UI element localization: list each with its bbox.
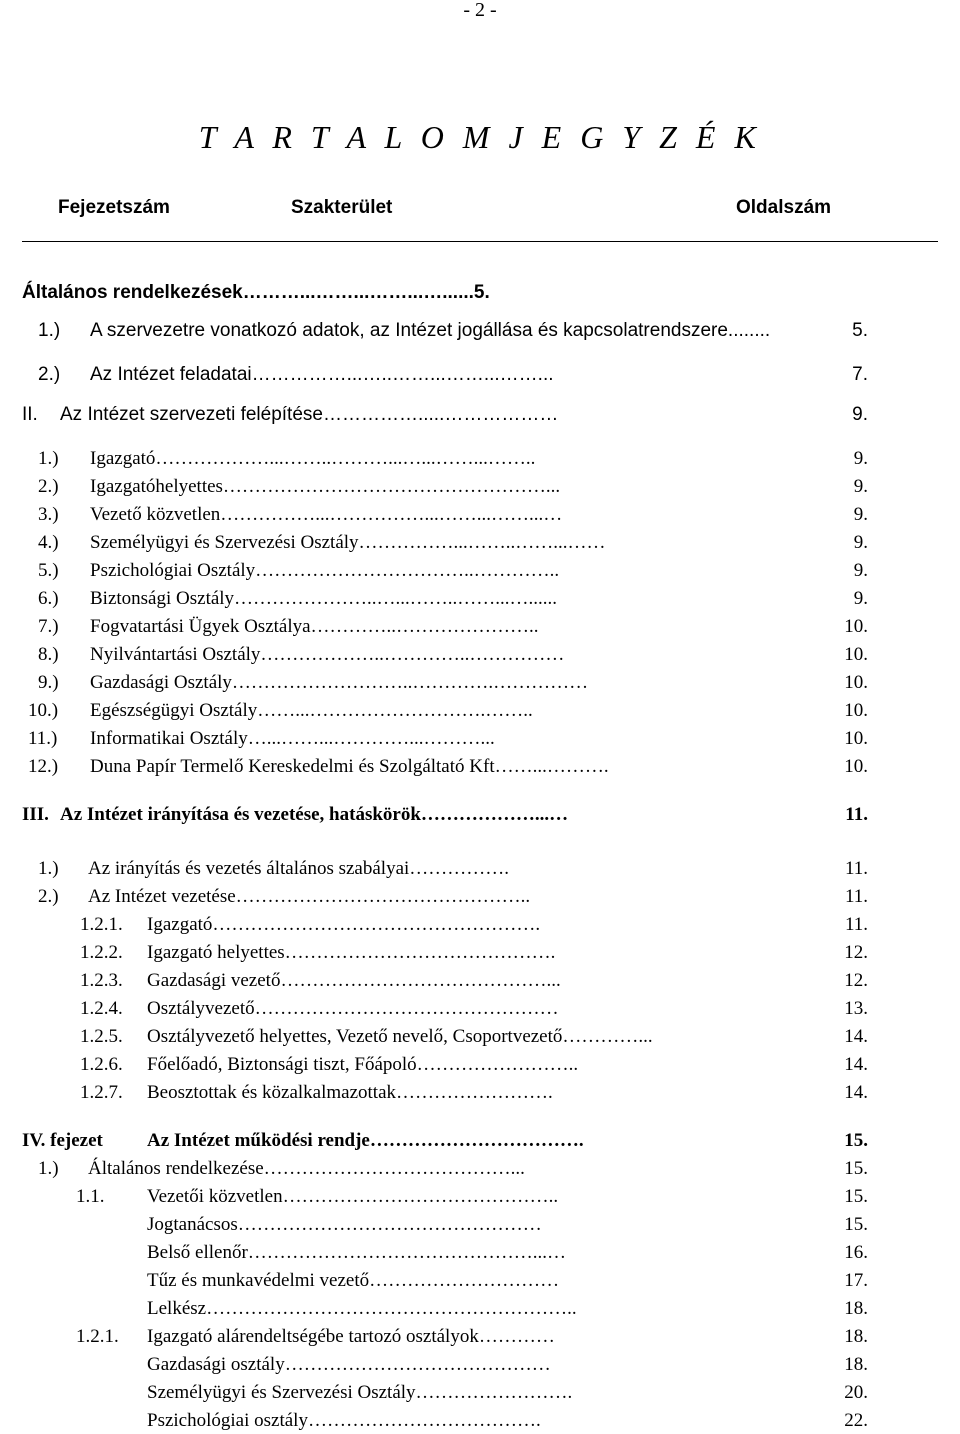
toc-entry-number: 1.2.6. <box>80 1054 123 1075</box>
toc-entry-number: 1.2.7. <box>80 1082 123 1103</box>
toc-entry-title: Osztályvezető helyettes, Vezető nevelő, Csoportvezető…………... <box>147 1026 653 1047</box>
toc-entry-number: IV. fejezet <box>22 1130 103 1151</box>
toc-entry <box>0 754 868 780</box>
toc-entry <box>0 402 868 428</box>
toc-entry-title: Belső ellenőr………………………………………...… <box>147 1242 567 1263</box>
toc-entry-title: Tűz és munkavédelmi vezető………………………… <box>147 1270 560 1291</box>
toc-entry-title: Duna Papír Termelő Kereskedelmi és Szolgáltató Kft……...………. <box>90 756 609 777</box>
page-number: - 2 - <box>463 0 497 21</box>
toc-entry-page: 9. <box>853 588 868 609</box>
toc-entry-title: Gazdasági osztály…………………………………… <box>147 1354 551 1375</box>
toc-entry <box>0 1408 868 1434</box>
toc-entry-page: 10. <box>844 672 868 693</box>
toc-entry <box>0 502 868 528</box>
toc-entry <box>0 1268 868 1294</box>
toc-entry-page: 12. <box>844 970 868 991</box>
toc-entry <box>0 1296 868 1322</box>
toc-entry <box>0 558 868 584</box>
toc-entry <box>0 698 868 724</box>
toc-entry-page: 15. <box>844 1130 868 1151</box>
toc-entry-page: 9. <box>853 504 868 525</box>
toc-entry-page: 14. <box>844 1054 868 1075</box>
toc-entry <box>0 614 868 640</box>
toc-entry-number: 5.) <box>38 560 59 581</box>
toc-entry-title: Az Intézet működési rendje……………………………. <box>147 1130 584 1151</box>
toc-entry-page: 12. <box>844 942 868 963</box>
toc-entry-number: 12.) <box>28 756 59 777</box>
toc-entry-title: Személyügyi és Szervezési Osztály……………………. <box>147 1382 573 1403</box>
toc-entry-number: 1.) <box>38 448 59 469</box>
toc-entry-title: Lelkész………………………………………………….. <box>147 1298 577 1319</box>
toc-entry-number: 6.) <box>38 588 59 609</box>
toc-entry-page: 18. <box>844 1326 868 1347</box>
toc-entry-page: 7. <box>852 364 868 385</box>
toc-entry-number: 2.) <box>38 476 59 497</box>
toc-entry-page: 9. <box>853 448 868 469</box>
toc-entry-page: 10. <box>844 700 868 721</box>
toc-entry-number: 1.) <box>38 1158 59 1179</box>
toc-entry <box>0 530 868 556</box>
toc-entry-number: III. <box>22 804 49 825</box>
toc-entry-title: Az irányítás és vezetés általános szabályai……………. <box>88 858 510 879</box>
toc-entry-title: Nyilvántartási Osztály………………..…………..…………… <box>90 644 565 665</box>
toc-entry <box>0 670 868 696</box>
toc-entry-number: 1.2.4. <box>80 998 123 1019</box>
toc-entry <box>0 996 868 1022</box>
toc-entry-number: 1.) <box>38 858 59 879</box>
toc-entry <box>0 1024 868 1050</box>
toc-entry-page: 11. <box>844 886 868 907</box>
toc-entry-page: 22. <box>844 1410 868 1431</box>
toc-entry-title: Biztonsági Osztály…………………..…...……..……...…...... <box>90 588 558 609</box>
toc-entry-page: 18. <box>844 1298 868 1319</box>
toc-entry-page: 11. <box>844 914 868 935</box>
toc-entry <box>0 318 868 344</box>
toc-entry-number: 7.) <box>38 616 59 637</box>
toc-entry-page: 18. <box>844 1354 868 1375</box>
toc-entry-number: 1.) <box>38 320 61 341</box>
toc-entry-title: Általános rendelkezések………...……...……...…......5. <box>22 282 490 303</box>
toc-entry-title: Személyügyi és Szervezési Osztály……………...……..……...…… <box>90 532 606 553</box>
toc-entry-number: 3.) <box>38 504 59 525</box>
toc-entry <box>0 362 868 388</box>
toc-entry-number: 1.2.1. <box>80 914 123 935</box>
header-subject-area: Szakterület <box>291 197 393 218</box>
header-divider <box>22 241 938 242</box>
toc-entry <box>0 280 868 306</box>
toc-entry-page: 10. <box>844 756 868 777</box>
toc-entry <box>0 1052 868 1078</box>
toc-entry <box>0 884 868 910</box>
toc-entry-page: 20. <box>844 1382 868 1403</box>
toc-entry-number: 1.2.3. <box>80 970 123 991</box>
toc-entry-page: 17. <box>844 1270 868 1291</box>
toc-entry <box>0 802 868 828</box>
toc-entry-number: 2.) <box>38 364 61 385</box>
toc-entry <box>0 968 868 994</box>
toc-entry <box>0 1128 868 1154</box>
toc-entry-title: Pszichológiai Osztály……………………………..………….. <box>90 560 560 581</box>
toc-entry-number: 1.2.1. <box>76 1326 119 1347</box>
toc-entry-title: Igazgató helyettes……………………………………. <box>147 942 556 963</box>
toc-entry-page: 10. <box>844 728 868 749</box>
toc-entry-title: Pszichológiai osztály………………………………. <box>147 1410 541 1431</box>
toc-entry-page: 14. <box>844 1026 868 1047</box>
toc-entry <box>0 446 868 472</box>
toc-entry-page: 10. <box>844 616 868 637</box>
toc-entry-title: Gazdasági vezető……………………………………... <box>147 970 561 991</box>
toc-entry-page: 11. <box>845 804 868 825</box>
toc-entry-number: 11.) <box>28 728 58 749</box>
toc-entry-page: 9. <box>853 532 868 553</box>
toc-entry <box>0 726 868 752</box>
toc-entry-title: Vezetői közvetlen…………………………………….. <box>147 1186 559 1207</box>
toc-entry <box>0 1240 868 1266</box>
toc-entry-title: Igazgató……………………………………………. <box>147 914 541 935</box>
toc-entry-page: 14. <box>844 1082 868 1103</box>
toc-entry-title: Az Intézet vezetése……………………………………….. <box>88 886 531 907</box>
toc-entry-title: Fogvatartási Ügyek Osztálya…………..………………….. <box>90 616 539 637</box>
toc-entry-number: 8.) <box>38 644 59 665</box>
toc-entry-title: Igazgató………………...……..………...…...……...…….. <box>90 448 536 469</box>
toc-entry-number: 9.) <box>38 672 59 693</box>
toc-entry-title: Beosztottak és közalkalmazottak……………………. <box>147 1082 553 1103</box>
toc-entry-title: Jogtanácsos………………………………………… <box>147 1214 542 1235</box>
toc-entry-title: Osztályvezető………………………………………… <box>147 998 559 1019</box>
toc-entry-title: Informatikai Osztály…...……...…………...………... <box>90 728 495 749</box>
toc-entry <box>0 940 868 966</box>
toc-entry-page: 10. <box>844 644 868 665</box>
toc-entry-title: Általános rendelkezése…………………………………... <box>88 1158 525 1179</box>
toc-entry <box>0 1380 868 1406</box>
toc-entry-number: 1.1. <box>76 1186 105 1207</box>
toc-entry <box>0 1156 868 1182</box>
toc-entry-page: 13. <box>844 998 868 1019</box>
toc-entry-title: Az Intézet feladatai……………...…..……...……...……... <box>90 364 554 385</box>
toc-entry-title: Az Intézet irányítása és vezetése, hatáskörök………………...… <box>60 804 569 825</box>
header-chapter-number: Fejezetszám <box>58 197 170 218</box>
header-page-number: Oldalszám <box>736 197 832 218</box>
toc-entry-number: 1.2.5. <box>80 1026 123 1047</box>
toc-entry-page: 15. <box>844 1214 868 1235</box>
toc-entry <box>0 1352 868 1378</box>
toc-entry <box>0 474 868 500</box>
toc-entry <box>0 1212 868 1238</box>
toc-entry-page: 15. <box>844 1186 868 1207</box>
toc-entry <box>0 642 868 668</box>
toc-entry-number: 2.) <box>38 886 59 907</box>
toc-entry-title: Vezető közvetlen……………...……………...……...……...… <box>90 504 563 525</box>
toc-entry <box>0 1184 868 1210</box>
toc-entry-page: 15. <box>844 1158 868 1179</box>
toc-entry <box>0 1080 868 1106</box>
toc-entry-page: 11. <box>844 858 868 879</box>
toc-entry <box>0 1324 868 1350</box>
toc-entry-number: 4.) <box>38 532 59 553</box>
toc-entry-title: Igazgató alárendeltségébe tartozó osztályok………… <box>147 1326 555 1347</box>
toc-entry-page: 9. <box>852 404 868 425</box>
toc-entry <box>0 586 868 612</box>
toc-entry-title: Főelőadó, Biztonsági tiszt, Főápoló…………………….. <box>147 1054 579 1075</box>
toc-entry-page: 9. <box>853 476 868 497</box>
toc-entry-page: 16. <box>844 1242 868 1263</box>
toc-entry-page: 5. <box>852 320 868 341</box>
toc-entry-number: 10.) <box>28 700 59 721</box>
document-title: T A R T A L O M J E G Y Z É K <box>198 119 762 155</box>
toc-entry-page: 9. <box>853 560 868 581</box>
toc-entry-title: A szervezetre vonatkozó adatok, az Intézet jogállása és kapcsolatrendszere........ <box>90 320 771 341</box>
toc-entry-title: Egészségügyi Osztály……...……………………….…….. <box>90 700 533 721</box>
toc-entry-number: 1.2.2. <box>80 942 123 963</box>
toc-entry-title: Gazdasági Osztály………………………..………….…………… <box>90 672 589 693</box>
toc-entry-title: Az Intézet szervezeti felépítése…………….....……………… <box>60 404 559 425</box>
toc-entry-number: II. <box>22 404 38 425</box>
toc-entry-title: Igazgatóhelyettes……………………………………………... <box>90 476 561 497</box>
toc-entry <box>0 856 868 882</box>
toc-entry <box>0 912 868 938</box>
